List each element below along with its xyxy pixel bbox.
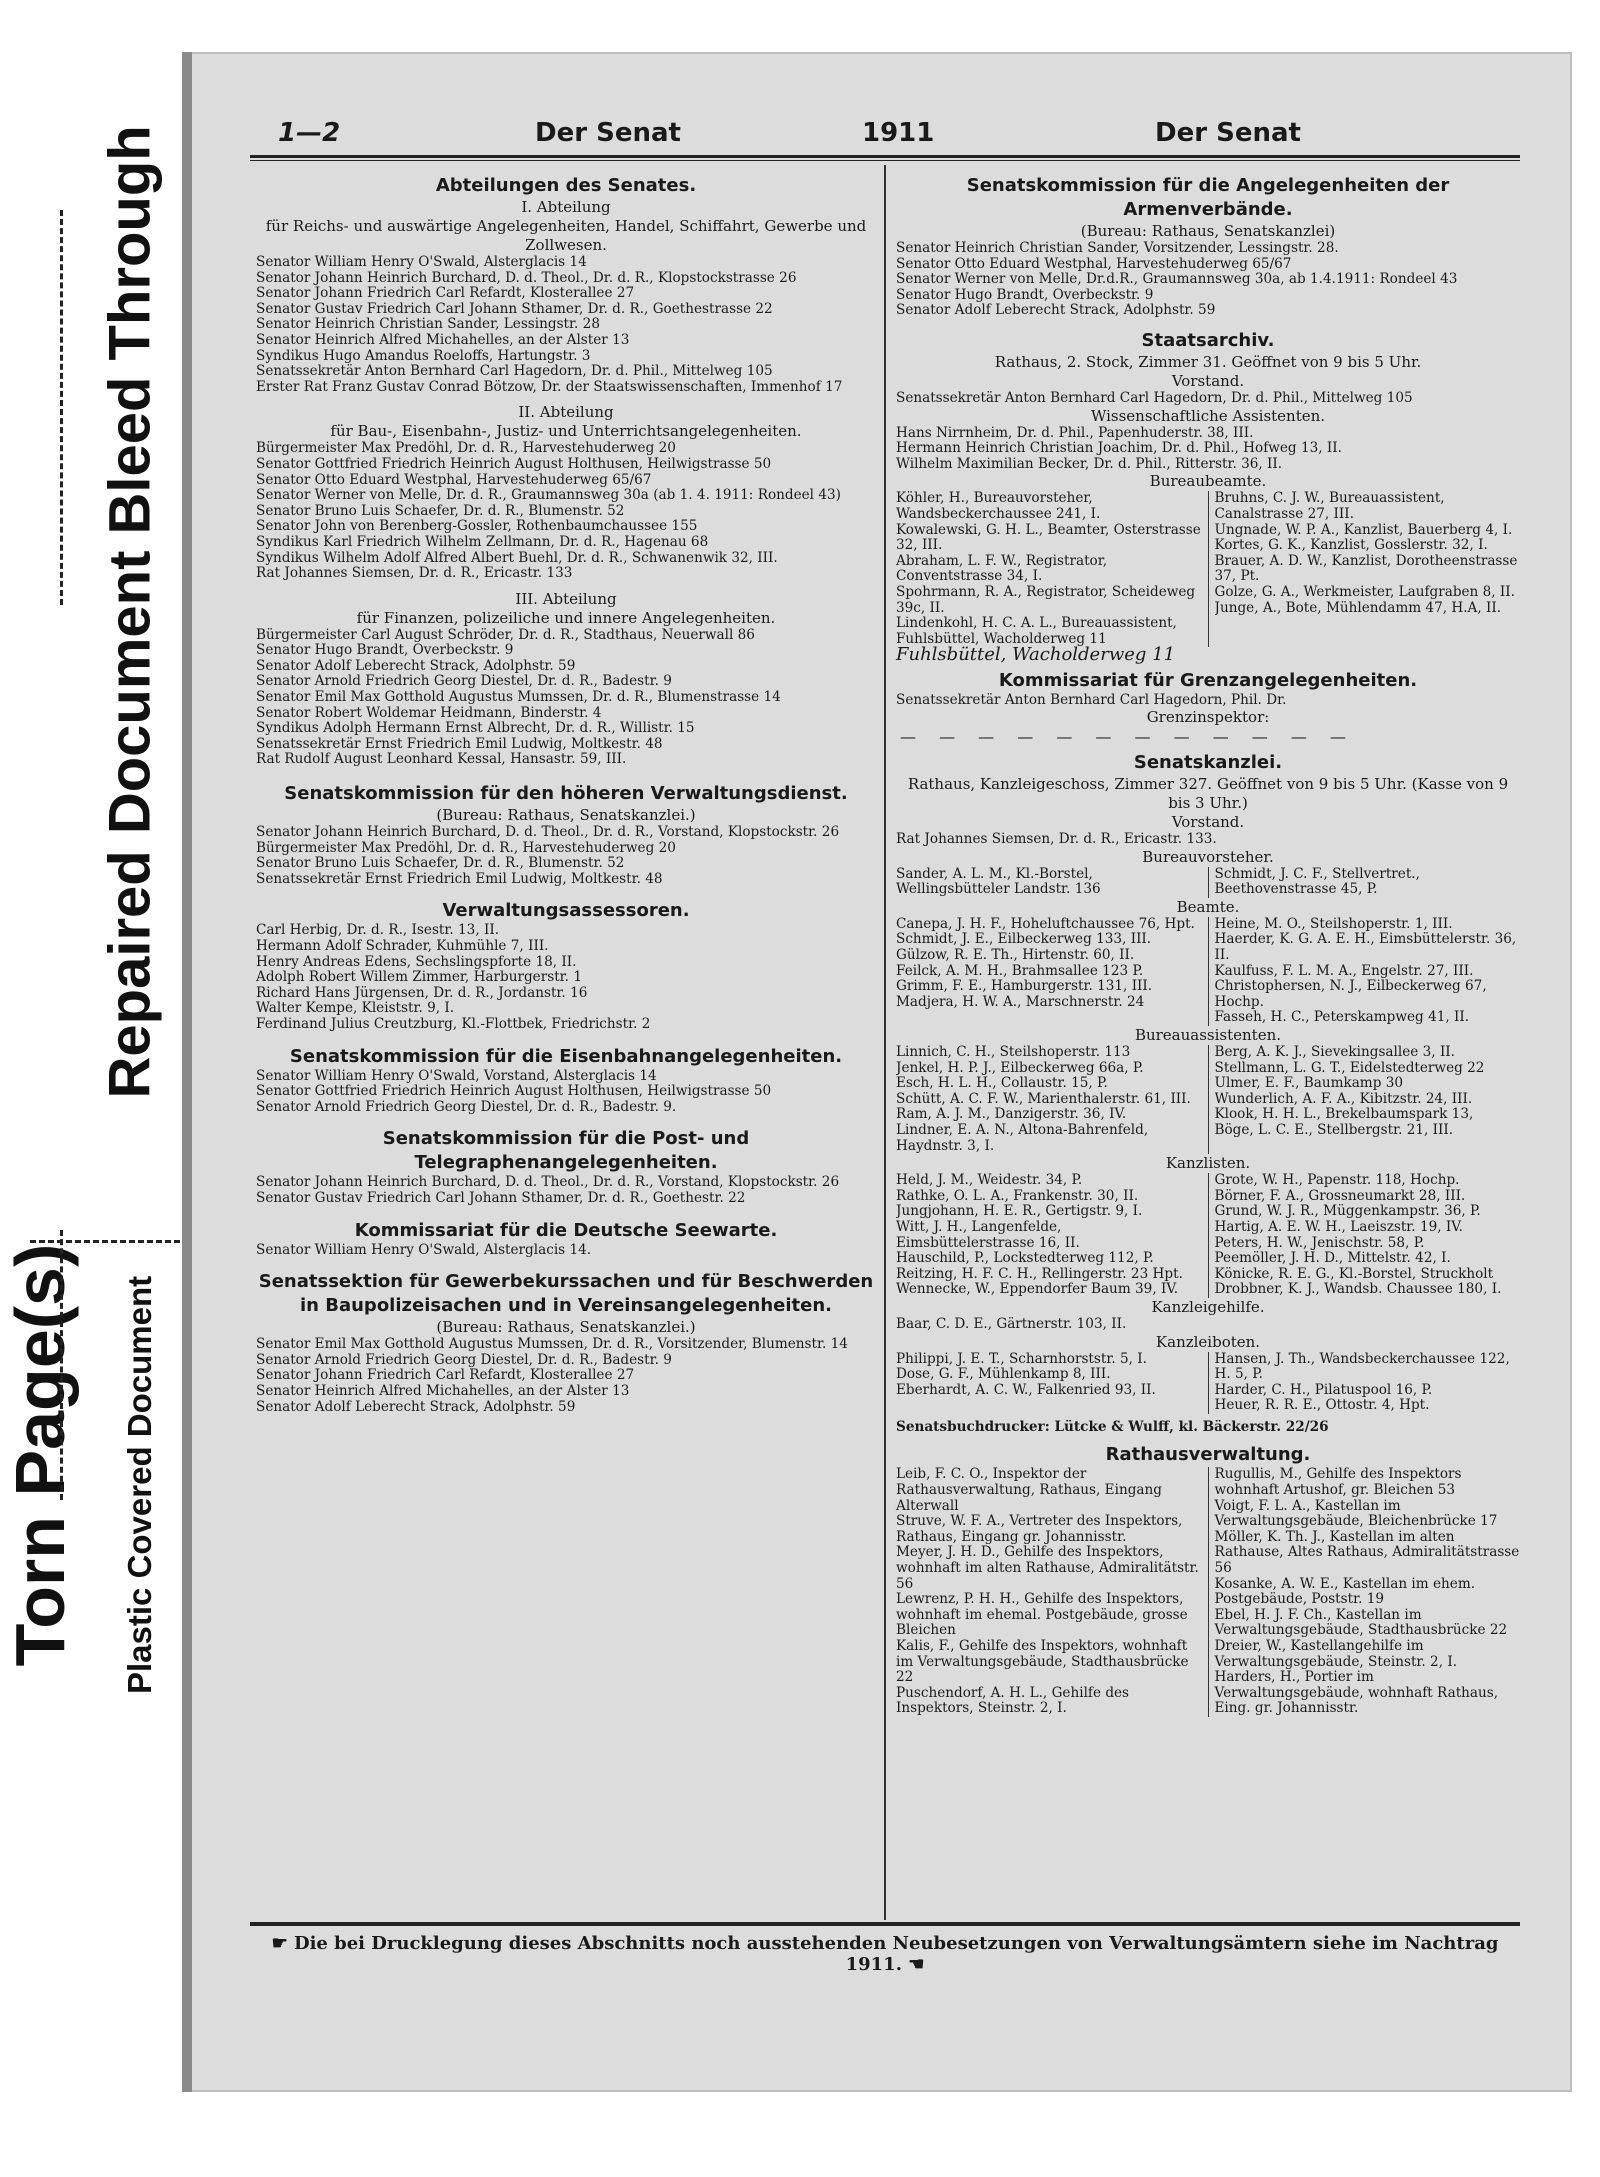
list-item: Spohrmann, R. A., Registrator, Scheideweg 39c, II. (896, 584, 1196, 616)
section-title: Verwaltungsassessoren. (442, 900, 690, 922)
list-item: Brauer, A. D. W., Kanzlist, Dorotheenstrasse 37, Pt. (1214, 553, 1518, 585)
entry-list (896, 693, 1520, 709)
two-column-list (896, 1173, 1520, 1298)
list-item: Hermann Heinrich Christian Joachim, Dr. d. Phil., Hofweg 13, II. (896, 441, 1342, 457)
list-item: Peters, H. W., Jenischstr. 58, P. (1214, 1235, 1425, 1251)
list-item: Rathke, O. L. A., Frankenstr. 30, II. (896, 1188, 1139, 1204)
list-item: Hans Nirrnheim, Dr. d. Phil., Papenhuderstr. 38, III. (896, 425, 1254, 441)
column-divider (884, 165, 886, 1920)
list-item: Esch, H. L. H., Collaustr. 15, P. (896, 1076, 1108, 1092)
list-item: Schütt, A. C. F. W., Marienthalerstr. 61, III. (896, 1091, 1191, 1107)
list-item: Senator Bruno Luis Schaefer, Dr. d. R., Blumenstr. 52 (256, 856, 625, 872)
entry-list (256, 1175, 876, 1206)
entry-list (256, 255, 876, 395)
list-item: Golze, G. A., Werkmeister, Laufgraben 8, II. (1214, 584, 1515, 600)
footer-note: ☛ Die bei Drucklegung dieses Abschnitts noch ausstehenden Neubesetzungen von Verwaltungsämtern siehe im Nachtrag 1911. ☚ (271, 1933, 1499, 1975)
list-item: Struve, W. F. A., Vertreter des Inspektors, Rathaus, Eingang gr. Johannisstr. (896, 1513, 1183, 1545)
left-column (256, 168, 876, 1415)
section-title: Senatskommission für den höheren Verwaltungsdienst. (284, 783, 848, 805)
list-item: Rat Rudolf August Leonhard Kessal, Hansastr. 59, III. (256, 752, 627, 768)
page-number: 1—2 (278, 118, 341, 148)
list-item: Möller, K. Th. J., Kastellan im alten Rathause, Altes Rathaus, Admiralitätstrasse 56 (1214, 1528, 1520, 1577)
list-item: Wunderlich, A. F. A., Kibitzstr. 24, III. (1214, 1091, 1473, 1107)
list-item: Witt, J. H., Langenfelde, Eimsbüttelerstrasse 16, II. (896, 1219, 1080, 1251)
subheading: Bureauassistenten. (1134, 1026, 1282, 1044)
list-item: Harder, C. H., Pilatuspool 16, P. (1214, 1382, 1433, 1398)
list-item: Leib, F. C. O., Inspektor der Rathausverwaltung, Rathaus, Eingang Alterwall (896, 1466, 1162, 1514)
list-item: Senator Gustav Friedrich Carl Johann Sthamer, Dr. d. R., Goethestrasse 22 (256, 301, 773, 317)
section-title: Senatssektion für Gewerbekurssachen und für Beschwerden in Baupolizeisachen und in Vereinsangelegenheiten. (258, 1271, 874, 1317)
list-item: Jenkel, H. P. J., Eilbeckerweg 66a, P. (896, 1060, 1144, 1076)
repaired-document-label: Repaired Document Bleed Through (97, 125, 163, 1099)
entry-line: Baar, C. D. E., Gärtnerstr. 103, II. (896, 1316, 1127, 1332)
entry-list (896, 426, 1520, 473)
list-item: Harders, H., Portier im Verwaltungsgebäude, wohnhaft Rathaus, Eing. gr. Johannisstr. (1214, 1669, 1499, 1717)
list-item: Hartig, A. E. W. H., Laeiszstr. 19, IV. (1214, 1219, 1464, 1235)
list-item: Madjera, H. W. A., Marschnerstr. 24 (896, 994, 1145, 1010)
entry-list (896, 1045, 1209, 1154)
list-item: Kaulfuss, F. L. M. A., Engelstr. 27, III. (1214, 963, 1474, 979)
list-item: Syndikus Wilhelm Adolf Alfred Albert Buehl, Dr. d. R., Schwanenwik 32, III. (256, 550, 778, 566)
section-title: Kommissariat für die Deutsche Seewarte. (354, 1219, 778, 1241)
dashed-divider-horizontal (30, 1240, 180, 1243)
list-item: Kosanke, A. W. E., Kastellan im ehem. Postgebäude, Poststr. 19 (1214, 1575, 1476, 1608)
entry-list (896, 1173, 1209, 1298)
list-item: Syndikus Hugo Amandus Roeloffs, Hartungstr. 3 (256, 348, 591, 364)
list-item: Senator Heinrich Alfred Michahelles, an der Alster 13 (256, 1383, 630, 1399)
list-item: Lindenkohl, H. C. A. L., Bureauassistent, Fuhlsbüttel, Wacholderweg 11 (896, 616, 1177, 647)
header-rule-thin (250, 160, 1520, 161)
list-item: Senator Johann Heinrich Burchard, D. d. Theol., Dr. d. R., Vorstand, Klopstockstr. 26 (256, 1175, 840, 1191)
list-item: Philippi, J. E. T., Scharnhorststr. 5, I. (896, 1351, 1147, 1367)
list-item: Grote, W. H., Papenstr. 118, Hochp. (1214, 1173, 1460, 1189)
entry-list (256, 923, 876, 1032)
entry-list (1209, 1173, 1521, 1298)
entry-list (896, 917, 1209, 1026)
section-title: Senatskanzlei. (1133, 752, 1283, 774)
list-item: Bürgermeister Carl August Schröder, Dr. d. R., Stadthaus, Neuerwall 86 (256, 627, 755, 643)
list-item: Senator Heinrich Alfred Michahelles, an der Alster 13 (256, 332, 630, 348)
entry-list (1209, 1045, 1521, 1154)
list-item: Linnich, C. H., Steilshoperstr. 113 (896, 1045, 1131, 1060)
section-subtitle: III. Abteilung (515, 589, 617, 608)
list-item: Canepa, J. H. F., Hoheluftchaussee 76, Hpt. (896, 916, 1195, 932)
page-header (250, 118, 1520, 154)
list-item: Senator William Henry O'Swald, Alsterglacis 14. (256, 1242, 592, 1258)
entry-list (256, 441, 876, 581)
entry-list (1209, 917, 1521, 1026)
section-subtitle: (Bureau: Rathaus, Senatskanzlei.) (436, 806, 696, 825)
section-description: für Bau-, Eisenbahn-, Justiz- und Unterrichtsangelegenheiten. (330, 422, 802, 441)
two-column-list (896, 1467, 1520, 1717)
list-item: Bruhns, C. J. W., Bureauassistent, Canalstrasse 27, III. (1214, 491, 1445, 522)
header-rule (250, 155, 1520, 158)
list-item: Syndikus Adolph Hermann Ernst Albrecht, Dr. d. R., Willistr. 15 (256, 721, 695, 737)
handwritten-note: Fuhlsbüttel, Wacholderweg 11 (896, 644, 1176, 666)
list-item: Hermann Adolf Schrader, Kuhmühle 7, III. (256, 939, 549, 954)
list-item: Böge, L. C. E., Stellbergstr. 21, III. (1214, 1122, 1454, 1138)
list-item: Senator Heinrich Christian Sander, Lessingstr. 28 (256, 317, 600, 333)
entry-list (1209, 1352, 1521, 1414)
list-item: Carl Herbig, Dr. d. R., Isestr. 13, II. (256, 923, 500, 939)
subheading: Kanzlisten. (1165, 1154, 1251, 1173)
list-item: Köhler, H., Bureauvorsteher, Wandsbeckerchaussee 241, I. (896, 491, 1101, 522)
list-item: Senator Hugo Brandt, Overbeckstr. 9 (256, 643, 514, 659)
list-item: Kortes, G. K., Kanzlist, Gosslerstr. 32, I. (1214, 538, 1488, 554)
list-item: Grund, W. J. R., Müggenkampstr. 36, P. (1214, 1204, 1481, 1220)
entry-list (896, 1467, 1209, 1717)
list-item: Senator Gottfried Friedrich Heinrich August Holthusen, Heilwigstrasse 50 (256, 1084, 772, 1100)
list-item: Senator Otto Eduard Westphal, Harvestehuderweg 65/67 (896, 256, 1292, 272)
two-column-list (896, 491, 1520, 647)
list-item: Senator Gottfried Friedrich Heinrich August Holthusen, Heilwigstrasse 50 (256, 456, 772, 472)
list-item: Lindner, E. A. N., Altona-Bahrenfeld, Haydnstr. 3, I. (896, 1122, 1149, 1154)
entry-list (256, 1243, 876, 1259)
two-column-list (896, 1352, 1520, 1414)
list-item: Bürgermeister Max Predöhl, Dr. d. R., Harvestehuderweg 20 (256, 840, 676, 856)
list-item: Senator Emil Max Gotthold Augustus Mumssen, Dr. d. R., Blumenstrasse 14 (256, 690, 781, 706)
scan-edge (182, 52, 192, 2092)
list-item: Hauschild, P., Lockstedterweg 112, P. (896, 1251, 1154, 1267)
list-item: Adolph Robert Willem Zimmer, Harburgerstr. 1 (256, 970, 582, 986)
list-item: Richard Hans Jürgensen, Dr. d. R., Jordanstr. 16 (256, 985, 588, 1001)
section-subtitle: I. Abteilung (521, 198, 611, 216)
list-item: Kalis, F., Gehilfe des Inspektors, wohnhaft im Verwaltungsgebäude, Stadthausbrücke 22 (896, 1638, 1189, 1686)
entry-list (1209, 491, 1521, 647)
list-item: Rugullis, M., Gehilfe des Inspektors wohnhaft Artushof, gr. Bleichen 53 (1214, 1466, 1462, 1499)
entry-list (896, 391, 1520, 407)
section-title: Rathausverwaltung. (1105, 1444, 1311, 1466)
subheading: Vorstand. (1171, 371, 1245, 390)
entry-list (256, 1069, 876, 1116)
two-column-list (896, 867, 1520, 898)
list-item: Senator Arnold Friedrich Georg Diestel, Dr. d. R., Badestr. 9. (256, 1099, 677, 1115)
list-item: Henry Andreas Edens, Sechslingspforte 18, II. (256, 954, 577, 970)
entry-list (256, 825, 876, 887)
entry-list (256, 628, 876, 768)
list-item: Peemöller, J. H. D., Mittelstr. 42, I. (1214, 1251, 1451, 1267)
list-item: Walter Kempe, Kleiststr. 9, I. (256, 1001, 455, 1017)
list-item: Senatssekretär Anton Bernhard Carl Hagedorn, Dr. d. Phil., Mittelweg 105 (896, 390, 1413, 406)
entry-list (896, 491, 1209, 647)
section-title: Staatsarchiv. (1141, 329, 1275, 351)
list-item: Ferdinand Julius Creutzburg, Kl.-Flottbek, Friedrichstr. 2 (256, 1016, 651, 1032)
subheading: Beamte. (1176, 897, 1240, 916)
list-item: Senator Otto Eduard Westphal, Harvestehuderweg 65/67 (256, 472, 652, 488)
list-item: Feilck, A. M. H., Brahmsallee 123 P. (896, 963, 1144, 979)
list-item: Reitzing, H. F. C. H., Rellingerstr. 23 Hpt. (896, 1266, 1183, 1282)
subheading: Bureauvorsteher. (1142, 847, 1274, 866)
section-title: Senatskommission für die Angelegenheiten der Armenverbände. (966, 175, 1450, 220)
list-item: Senator William Henry O'Swald, Vorstand, Alsterglacis 14 (256, 1068, 657, 1084)
list-item: Bürgermeister Max Predöhl, Dr. d. R., Harvestehuderweg 20 (256, 441, 676, 457)
section-title: Senatskommission für die Eisenbahnangelegenheiten. (289, 1045, 843, 1067)
blank-dash-line: — — — — — — — — — — — — (900, 727, 1355, 747)
list-item: Puschendorf, A. H. L., Gehilfe des Inspektors, Steinstr. 2, I. (896, 1684, 1130, 1717)
list-item: Heine, M. O., Steilshoperstr. 1, III. (1214, 916, 1453, 932)
list-item: Sander, A. L. M., Kl.-Borstel, Wellingsbütteler Landstr. 136 (896, 866, 1101, 898)
list-item: Senator Adolf Leberecht Strack, Adolphstr. 59 (256, 658, 576, 674)
list-item: Senatssekretär Ernst Friedrich Emil Ludwig, Moltkestr. 48 (256, 736, 663, 752)
list-item: Senator Heinrich Christian Sander, Vorsitzender, Lessingstr. 28. (896, 241, 1339, 256)
list-item: Börner, F. A., Grossneumarkt 28, III. (1214, 1188, 1466, 1204)
section-title: Senatskommission für die Post- und Telegraphenangelegenheiten. (382, 1128, 750, 1174)
entry-list (1209, 1467, 1521, 1717)
subheading: Wissenschaftliche Assistenten. (1090, 406, 1326, 425)
plastic-covered-label: Plastic Covered Document (121, 1275, 158, 1694)
subheading: Kanzleigehilfe. (1151, 1297, 1265, 1316)
list-item: Senator Arnold Friedrich Georg Diestel, Dr. d. R., Badestr. 9 (256, 1352, 672, 1368)
footer-rule (250, 1922, 1520, 1926)
header-left-title: Der Senat (535, 118, 681, 148)
list-item: Schmidt, J. C. F., Stellvertret., Beethovenstrasse 45, P. (1214, 866, 1420, 898)
list-item: Abraham, L. F. W., Registrator, Conventstrasse 34, I. (896, 553, 1108, 585)
list-item: Senator Werner von Melle, Dr. d. R., Graumannsweg 30a (ab 1. 4. 1911: Rondeel 43) (256, 488, 841, 504)
entry-list (1209, 867, 1521, 898)
list-item: Junge, A., Bote, Mühlendamm 47, H.A, II. (1214, 600, 1502, 616)
dashed-divider-bottom (60, 1230, 63, 1500)
list-item: Senator Robert Woldemar Heidmann, Binderstr. 4 (256, 705, 602, 721)
section-subtitle: (Bureau: Rathaus, Senatskanzlei.) (436, 1318, 696, 1337)
list-item: Senator Adolf Leberecht Strack, Adolphstr. 59 (256, 1399, 576, 1415)
list-item: Senatssekretär Ernst Friedrich Emil Ludwig, Moltkestr. 48 (256, 871, 663, 887)
subheading: Bureaubeamte. (1149, 472, 1267, 491)
list-item: Senator Werner von Melle, Dr.d.R., Graumannsweg 30a, ab 1.4.1911: Rondeel 43 (896, 272, 1458, 288)
list-item: Stellmann, L. G. T., Eidelstedterweg 22 (1214, 1060, 1485, 1076)
list-item: Senator Johann Friedrich Carl Refardt, Klosterallee 27 (256, 1368, 635, 1384)
entry-list (256, 1337, 876, 1415)
list-item: Senator John von Berenberg-Gossler, Rothenbaumchaussee 155 (256, 519, 698, 535)
list-item: Senator Johann Friedrich Carl Refardt, Klosterallee 27 (256, 286, 635, 302)
entry-list (896, 241, 1520, 319)
entry-list (896, 867, 1209, 898)
list-item: Senator Arnold Friedrich Georg Diestel, Dr. d. R., Badestr. 9 (256, 674, 672, 690)
list-item: Senatssekretär Anton Bernhard Carl Hagedorn, Phil. Dr. (896, 692, 1287, 708)
list-item: Voigt, F. L. A., Kastellan im Verwaltungsgebäude, Bleichenbrücke 17 (1214, 1497, 1498, 1530)
section-description: für Finanzen, polizeiliche und innere Angelegenheiten. (356, 608, 776, 627)
list-item: Senator Adolf Leberecht Strack, Adolphstr. 59 (896, 303, 1216, 319)
entry-line: Rat Johannes Siemsen, Dr. d. R., Ericastr. 133. (896, 832, 1217, 848)
dashed-divider-top (60, 210, 63, 605)
list-item: Wilhelm Maximilian Becker, Dr. d. Phil., Ritterstr. 36, II. (896, 456, 1283, 472)
list-item: Held, J. M., Weidestr. 34, P. (896, 1173, 1083, 1189)
list-item: Klook, H. H. L., Brekelbaumspark 13, (1214, 1107, 1474, 1123)
list-item: Könicke, R. E. G., Kl.-Borstel, Struckholt (1214, 1266, 1494, 1282)
list-item: Eberhardt, A. C. W., Falkenried 93, II. (896, 1382, 1156, 1398)
list-item: Schmidt, J. E., Eilbeckerweg 133, III. (896, 932, 1152, 948)
printer-line: Senatsbuchdrucker: Lütcke & Wulff, kl. Bäckerstr. 22/26 (896, 1419, 1329, 1435)
list-item: Senator Hugo Brandt, Overbeckstr. 9 (896, 287, 1154, 303)
list-item: Meyer, J. H. D., Gehilfe des Inspektors, wohnhaft im alten Rathause, Admiralitätstr. 56 (896, 1544, 1199, 1592)
list-item: Ungnade, W. P. A., Kanzlist, Bauerberg 4, I. (1214, 522, 1513, 538)
section-title: Abteilungen des Senates. (435, 175, 697, 196)
two-column-list (896, 917, 1520, 1026)
section-subtitle: Rathaus, Kanzleigeschoss, Zimmer 327. Geöffnet von 9 bis 5 Uhr. (Kasse von 9 bis 3 Uhr.) (907, 775, 1509, 813)
list-item: Haerder, K. G. A. E. H., Eimsbüttelerstr. 36, II. (1214, 932, 1517, 964)
list-item: Hansen, J. Th., Wandsbeckerchaussee 122, H. 5, P. (1214, 1351, 1510, 1383)
list-item: Senator Bruno Luis Schaefer, Dr. d. R., Blumenstr. 52 (256, 503, 625, 519)
header-right-title: Der Senat (1155, 118, 1301, 148)
list-item: Senator Emil Max Gotthold Augustus Mumssen, Dr. d. R., Vorsitzender, Blumenstr. 14 (256, 1337, 848, 1353)
list-item: Gülzow, R. E. Th., Hirtenstr. 60, II. (896, 948, 1135, 964)
list-item: Jungjohann, H. E. R., Gertigstr. 9, I. (896, 1204, 1143, 1220)
list-item: Ulmer, E. F., Baumkamp 30 (1214, 1076, 1404, 1092)
list-item: Drobbner, K. J., Wandsb. Chaussee 180, I. (1214, 1282, 1502, 1298)
list-item: Christophersen, N. J., Eilbeckerweg 67, Hochp. (1214, 979, 1487, 1010)
section-subtitle: (Bureau: Rathaus, Senatskanzlei) (1080, 222, 1336, 240)
list-item: Grimm, F. E., Hamburgerstr. 131, III. (896, 979, 1153, 995)
subheading: Grenzinspektor: (1146, 708, 1270, 727)
subheading: Kanzleiboten. (1155, 1332, 1261, 1351)
subheading: Vorstand. (1171, 813, 1245, 832)
list-item: Berg, A. K. J., Sievekingsallee 3, II. (1214, 1045, 1455, 1060)
list-item: Senator William Henry O'Swald, Alsterglacis 14 (256, 255, 587, 270)
list-item: Syndikus Karl Friedrich Wilhelm Zellmann, Dr. d. R., Hagenau 68 (256, 534, 709, 550)
list-item: Erster Rat Franz Gustav Conrad Bötzow, Dr. der Staatswissenschaften, Immenhof 17 (256, 379, 843, 395)
header-year: 1911 (862, 118, 935, 148)
list-item: Dreier, W., Kastellangehilfe im Verwaltungsgebäude, Steinstr. 2, I. (1214, 1638, 1458, 1670)
list-item: Ram, A. J. M., Danzigerstr. 36, IV. (896, 1107, 1127, 1123)
two-column-list (896, 1045, 1520, 1154)
list-item: Senator Gustav Friedrich Carl Johann Sthamer, Dr. d. R., Goethestr. 22 (256, 1190, 746, 1206)
torn-pages-label: Torn Page(s) (1, 1243, 79, 1667)
list-item: Fasseh, H. C., Peterskampweg 41, II. (1214, 1010, 1470, 1026)
list-item: Wennecke, W., Eppendorfer Baum 39, IV. (896, 1282, 1179, 1298)
section-subtitle: II. Abteilung (518, 403, 614, 422)
right-column (896, 168, 1520, 1717)
list-item: Senatssekretär Anton Bernhard Carl Hagedorn, Dr. d. Phil., Mittelweg 105 (256, 364, 773, 380)
section-subtitle: Rathaus, 2. Stock, Zimmer 31. Geöffnet von 9 bis 5 Uhr. (994, 352, 1422, 371)
list-item: Dose, G. F., Mühlenkamp 8, III. (896, 1367, 1111, 1383)
section-description: für Reichs- und auswärtige Angelegenheiten, Handel, Schiffahrt, Gewerbe und Zollwesen. (265, 217, 867, 254)
list-item: Lewrenz, P. H. H., Gehilfe des Inspektors, wohnhaft im ehemal. Postgebäude, grosse Bleichen (896, 1591, 1188, 1639)
list-item: Senator Johann Heinrich Burchard, D. d. Theol., Dr. d. R., Klopstockstrasse 26 (256, 270, 797, 286)
list-item: Kowalewski, G. H. L., Beamter, Osterstrasse 32, III. (896, 522, 1201, 554)
section-title: Kommissariat für Grenzangelegenheiten. (998, 669, 1418, 691)
list-item: Ebel, H. J. F. Ch., Kastellan im Verwaltungsgebäude, Stadthausbrücke 22 (1214, 1606, 1508, 1639)
list-item: Senator Johann Heinrich Burchard, D. d. Theol., Dr. d. R., Vorstand, Klopstockstr. 26 (256, 825, 840, 841)
entry-list (896, 1352, 1209, 1414)
list-item: Heuer, R. R. E., Ottostr. 4, Hpt. (1214, 1398, 1430, 1414)
list-item: Rat Johannes Siemsen, Dr. d. R., Ericastr. 133 (256, 566, 573, 582)
